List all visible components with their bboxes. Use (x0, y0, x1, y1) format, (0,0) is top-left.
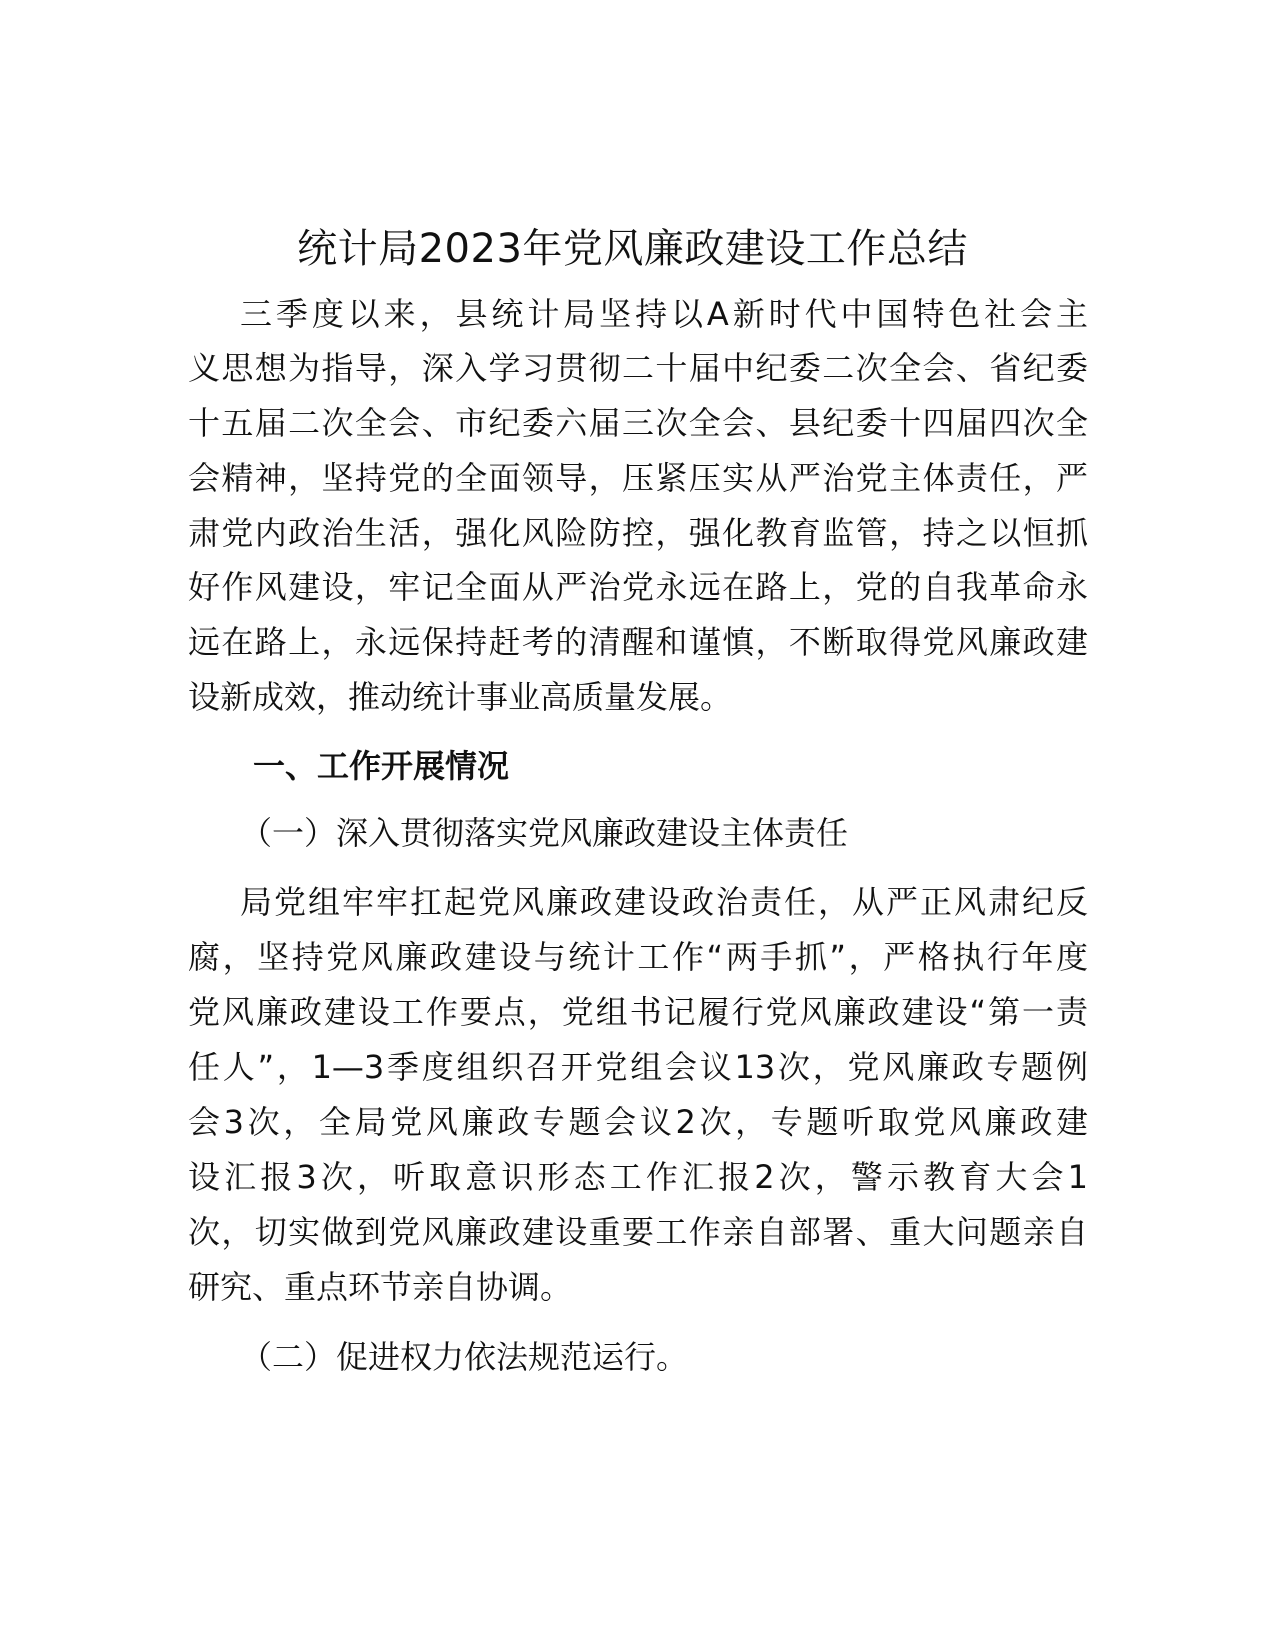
subsection-heading: （二）促进权力依法规范运行。 (240, 1338, 689, 1376)
body-line: 设汇报3次，听取意识形态工作汇报2次，警示教育大会1 (188, 1158, 1088, 1196)
intro-line: 十五届二次全会、市纪委六届三次全会、县纪委十四届四次全 (188, 404, 1088, 442)
intro-line: 设新成效，推动统计事业高质量发展。 (188, 678, 733, 716)
intro-line: 远在路上，永远保持赶考的清醒和谨慎，不断取得党风廉政建 (188, 623, 1088, 661)
intro-line: 会精神，坚持党的全面领导，压紧压实从严治党主体责任，严 (188, 459, 1088, 497)
body-line: 党风廉政建设工作要点，党组书记履行党风廉政建设“第一责 (188, 993, 1088, 1031)
document-title: 统计局2023年党风廉政建设工作总结 (297, 226, 968, 272)
subsection-heading: （一）深入贯彻落实党风廉政建设主体责任 (240, 814, 849, 852)
intro-line: 好作风建设，牢记全面从严治党永远在路上，党的自我革命永 (188, 568, 1088, 606)
body-line: 次，切实做到党风廉政建设重要工作亲自部署、重大问题亲自 (188, 1213, 1088, 1251)
section-heading: 一、工作开展情况 (253, 747, 510, 785)
body-line: 任人”，1—3季度组织召开党组会议13次，党风廉政专题例 (188, 1048, 1088, 1086)
body-line: 腐，坚持党风廉政建设与统计工作“两手抓”，严格执行年度 (188, 938, 1088, 976)
intro-line: 三季度以来，县统计局坚持以A新时代中国特色社会主 (240, 295, 1088, 333)
intro-line: 肃党内政治生活，强化风险防控，强化教育监管，持之以恒抓 (188, 514, 1088, 552)
body-line: 会3次，全局党风廉政专题会议2次，专题听取党风廉政建 (188, 1103, 1088, 1141)
body-line: 局党组牢牢扛起党风廉政建设政治责任，从严正风肃纪反 (240, 883, 1088, 921)
intro-line: 义思想为指导，深入学习贯彻二十届中纪委二次全会、省纪委 (188, 349, 1088, 387)
body-line: 研究、重点环节亲自协调。 (188, 1268, 573, 1306)
